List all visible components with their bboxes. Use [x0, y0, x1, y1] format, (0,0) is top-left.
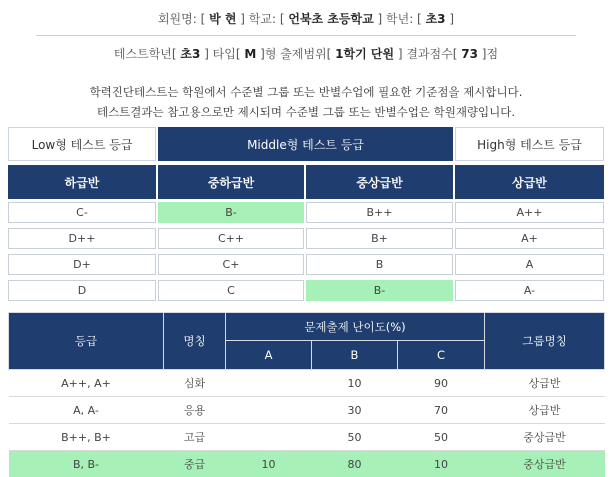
grade-cell: A — [455, 254, 604, 275]
header-difficulty-c: C — [398, 341, 485, 370]
description-line-1: 학력진단테스트는 학원에서 수준별 그룹 또는 반별수업에 필요한 기준점을 제시합니다. — [89, 85, 523, 99]
row-b: 50 — [312, 424, 398, 451]
header-difficulty-a: A — [226, 341, 312, 370]
row-group: 상급반 — [485, 397, 605, 424]
level-tabs — [8, 127, 604, 161]
row-name: 심화 — [164, 370, 226, 397]
grade-cell-highlighted: B- — [306, 280, 453, 301]
row-grade: B, B- — [9, 451, 164, 477]
table-row — [9, 370, 605, 397]
row-b: 80 — [312, 451, 398, 477]
tab-low-level[interactable]: Low형 테스트 등급 — [8, 127, 156, 161]
row-c: 10 — [398, 451, 485, 477]
row-c: 50 — [398, 424, 485, 451]
header-group: 그룹명칭 — [485, 313, 605, 370]
grade-cell-highlighted: B- — [158, 202, 304, 223]
row-a — [226, 370, 312, 397]
grade-label: ] 학년: [ — [377, 12, 422, 26]
row-name: 응용 — [164, 397, 226, 424]
grade-cell: D+ — [8, 254, 156, 275]
school-name: 언북초 초등학교 — [288, 12, 374, 26]
header-grade: 등급 — [9, 313, 164, 370]
test-type-value: M — [244, 47, 257, 61]
test-info: 테스트학년[ 초3 ] 타입[ M ]형 출제범위[ 1학기 단원 ] 결과점수[ 73 ]점 — [113, 47, 499, 61]
member-name: 박 현 — [209, 12, 237, 26]
row-grade: A, A- — [9, 397, 164, 424]
row-a — [226, 397, 312, 424]
grade-difficulty-table — [8, 312, 605, 477]
table-row — [9, 424, 605, 451]
header-difficulty: 문제출제 난이도(%) — [226, 313, 485, 341]
description-line-2: 테스트결과는 참고용으로만 제시되며 수준별 그룹 또는 반별수업은 학원재량입니다. — [96, 105, 516, 119]
grade-value: 초3 — [425, 12, 446, 26]
header-mid-high-class: 중상급반 — [306, 165, 453, 199]
header-difficulty-b: B — [312, 341, 398, 370]
row-a: 10 — [226, 451, 312, 477]
grade-cell: B — [306, 254, 453, 275]
grade-cell: A- — [455, 280, 604, 301]
grade-cell: C- — [8, 202, 156, 223]
description — [0, 82, 612, 122]
row-c: 90 — [398, 370, 485, 397]
class-grade-grid — [8, 165, 604, 302]
grade-cell: B++ — [306, 202, 453, 223]
divider — [36, 35, 576, 36]
header-name: 명칭 — [164, 313, 226, 370]
test-range-label: ]형 출제범위[ — [260, 47, 332, 61]
grade-cell: C — [158, 280, 304, 301]
row-name: 고급 — [164, 424, 226, 451]
grade-cell: D++ — [8, 228, 156, 249]
test-grade-value: 초3 — [180, 47, 201, 61]
test-score-value: 73 — [461, 47, 478, 61]
test-type-label: ] 타입[ — [204, 47, 241, 61]
test-grade-label: 테스트학년[ — [113, 47, 177, 61]
test-range-value: 1학기 단원 — [335, 47, 395, 61]
member-info: 회원명: [ 박 현 ] 학교: [ 언북초 초등학교 ] 학년: [ 초3 ] — [157, 12, 455, 26]
row-b: 10 — [312, 370, 398, 397]
table-row — [9, 397, 605, 424]
row-group: 상급반 — [485, 370, 605, 397]
grade-cell: B+ — [306, 228, 453, 249]
header-low-class: 하급반 — [8, 165, 156, 199]
row-a — [226, 424, 312, 451]
tab-middle-level[interactable]: Middle형 테스트 등급 — [158, 127, 453, 161]
grade-cell: A+ — [455, 228, 604, 249]
name-label: 회원명: [ — [157, 12, 206, 26]
grade-cell: A++ — [455, 202, 604, 223]
row-c: 70 — [398, 397, 485, 424]
row-b: 30 — [312, 397, 398, 424]
grade-cell: C+ — [158, 254, 304, 275]
grade-cell: D — [8, 280, 156, 301]
row-grade: A++, A+ — [9, 370, 164, 397]
grade-cell: C++ — [158, 228, 304, 249]
row-group: 중상급반 — [485, 424, 605, 451]
row-name: 중급 — [164, 451, 226, 477]
header-mid-low-class: 중하급반 — [158, 165, 304, 199]
row-group: 중상급반 — [485, 451, 605, 477]
table-row-highlighted — [9, 451, 605, 477]
test-score-label: ] 결과점수[ — [397, 47, 458, 61]
school-label: ] 학교: [ — [240, 12, 285, 26]
tab-high-level[interactable]: High형 테스트 등급 — [455, 127, 604, 161]
header-high-class: 상급반 — [455, 165, 604, 199]
row-grade: B++, B+ — [9, 424, 164, 451]
